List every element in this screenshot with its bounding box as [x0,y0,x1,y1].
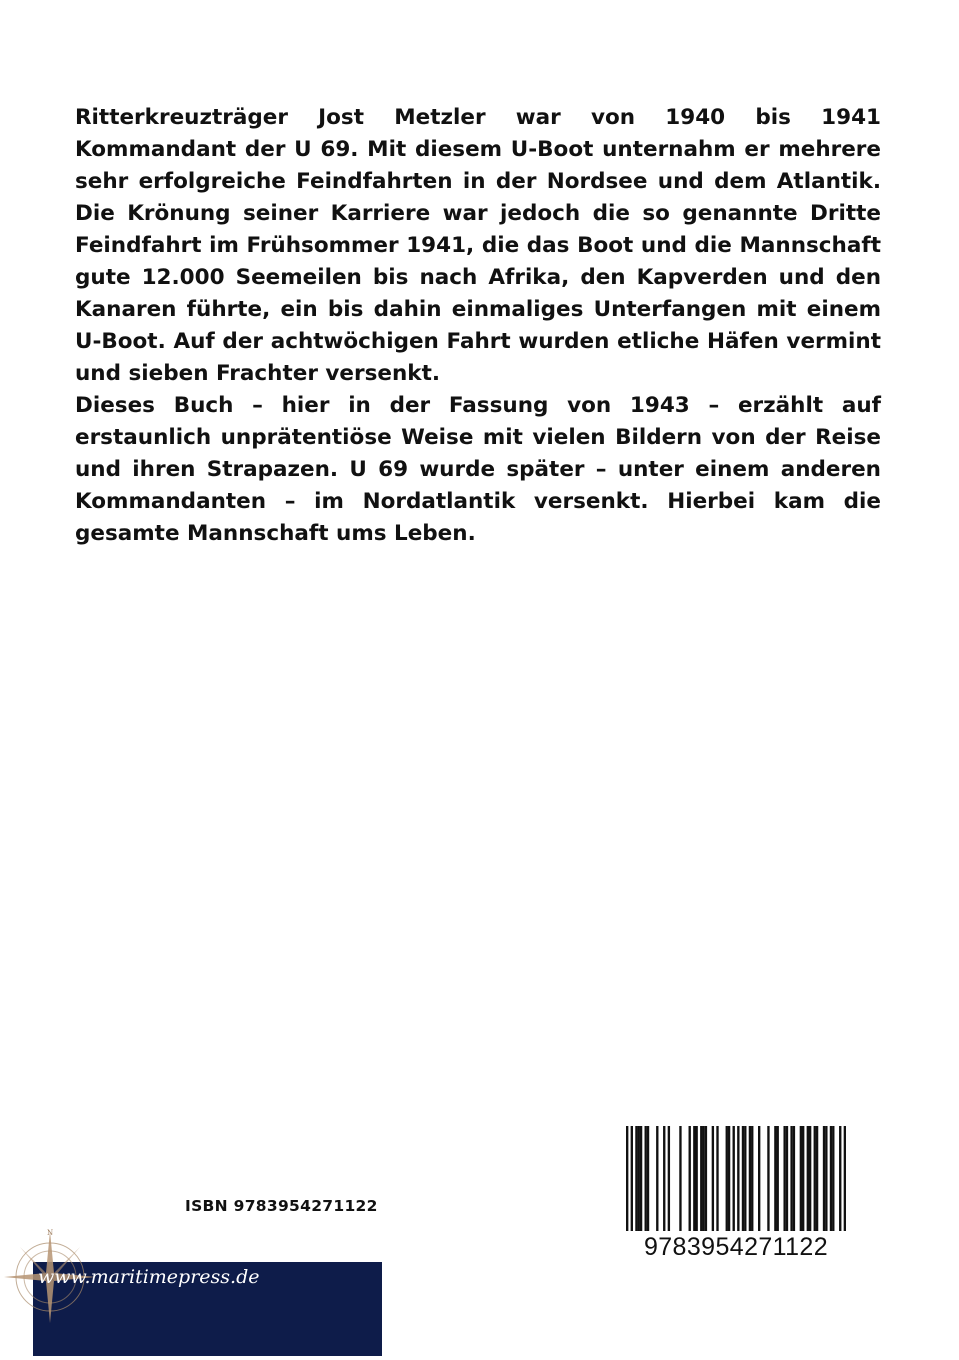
barcode-bar [816,1126,818,1231]
barcode-bar [737,1126,739,1231]
barcode-bar [814,1126,816,1231]
barcode-bar [640,1126,642,1231]
barcode-bar [744,1126,746,1231]
back-cover-blurb [75,102,881,550]
barcode-bar [663,1126,665,1231]
barcode-bar [647,1126,649,1231]
barcode-bar [695,1126,697,1231]
blurb-paragraph-2: Dieses Buch – hier in der Fassung von 1943 – erzählt auf erstaunlich unprätentiöse Weise mit vielen Bildern von der Reise und ihren Strapazen. U 69 wurde später – unter einem anderen Kommandanten – im Nordatlantik versenkt. Hierbei kam die gesamte Mannschaft ums Leben. [75,393,881,546]
barcode-bar [726,1126,728,1231]
barcode-bar [800,1126,802,1231]
barcode [626,1126,846,1231]
barcode-bar [702,1126,704,1231]
isbn-label: ISBN 9783954271122 [185,1197,378,1215]
barcode-bar [631,1126,633,1231]
barcode-bar [626,1126,628,1231]
barcode-bar [783,1126,785,1231]
barcode-bar [786,1126,788,1231]
barcode-bar [802,1126,804,1231]
svg-text:N: N [47,1229,54,1237]
barcode-bar [823,1126,825,1231]
barcode-bar [656,1126,658,1231]
barcode-bar [832,1126,834,1231]
barcode-bar [712,1126,714,1231]
barcode-bar [635,1126,637,1231]
barcode-bar [839,1126,841,1231]
barcode-bar [645,1126,647,1231]
barcode-bar [668,1126,670,1231]
barcode-bar [733,1126,735,1231]
blurb-paragraph-1: Ritterkreuzträger Jost Metzler war von 1940 bis 1941 Kommandant der U 69. Mit diesem U-Boot unternahm er mehrere sehr erfolgreiche Feindfahrten in der Nordsee und dem Atlantik. Die Krönung seiner Karriere war jedoch die so genannte Dritte Feindfahrt im Frühsommer 1941, die das Boot und die Mannschaft gute 12.000 Seemeilen bis nach Afrika, den Kapverden und den Kanaren führte, ein bis dahin einmaliges Unterfangen mit einem U-Boot. Auf der achtwöchigen Fahrt wurden etliche Häfen vermint und sieben Frachter versenkt. [75,105,881,386]
barcode-number: 9783954271122 [643,1233,829,1261]
barcode-bar [693,1126,695,1231]
barcode-bar [700,1126,702,1231]
barcode-bar [793,1126,795,1231]
barcode-bar [844,1126,846,1231]
barcode-bar [679,1126,681,1231]
barcode-bar [809,1126,811,1231]
barcode-bar [830,1126,832,1231]
barcode-bar [758,1126,760,1231]
barcode-bar [749,1126,751,1231]
barcode-bar [790,1126,792,1231]
publisher-url[interactable]: www.maritimepress.de [38,1266,260,1288]
barcode-bar [742,1126,744,1231]
barcode-bar [774,1126,776,1231]
barcode-bar [767,1126,769,1231]
barcode-bar [638,1126,640,1231]
barcode-bar [689,1126,691,1231]
barcode-bar [716,1126,718,1231]
barcode-bar [751,1126,753,1231]
barcode-bar [807,1126,809,1231]
barcode-bar [705,1126,707,1231]
barcode-bar [728,1126,730,1231]
barcode-bar [777,1126,779,1231]
barcode-bar [825,1126,827,1231]
